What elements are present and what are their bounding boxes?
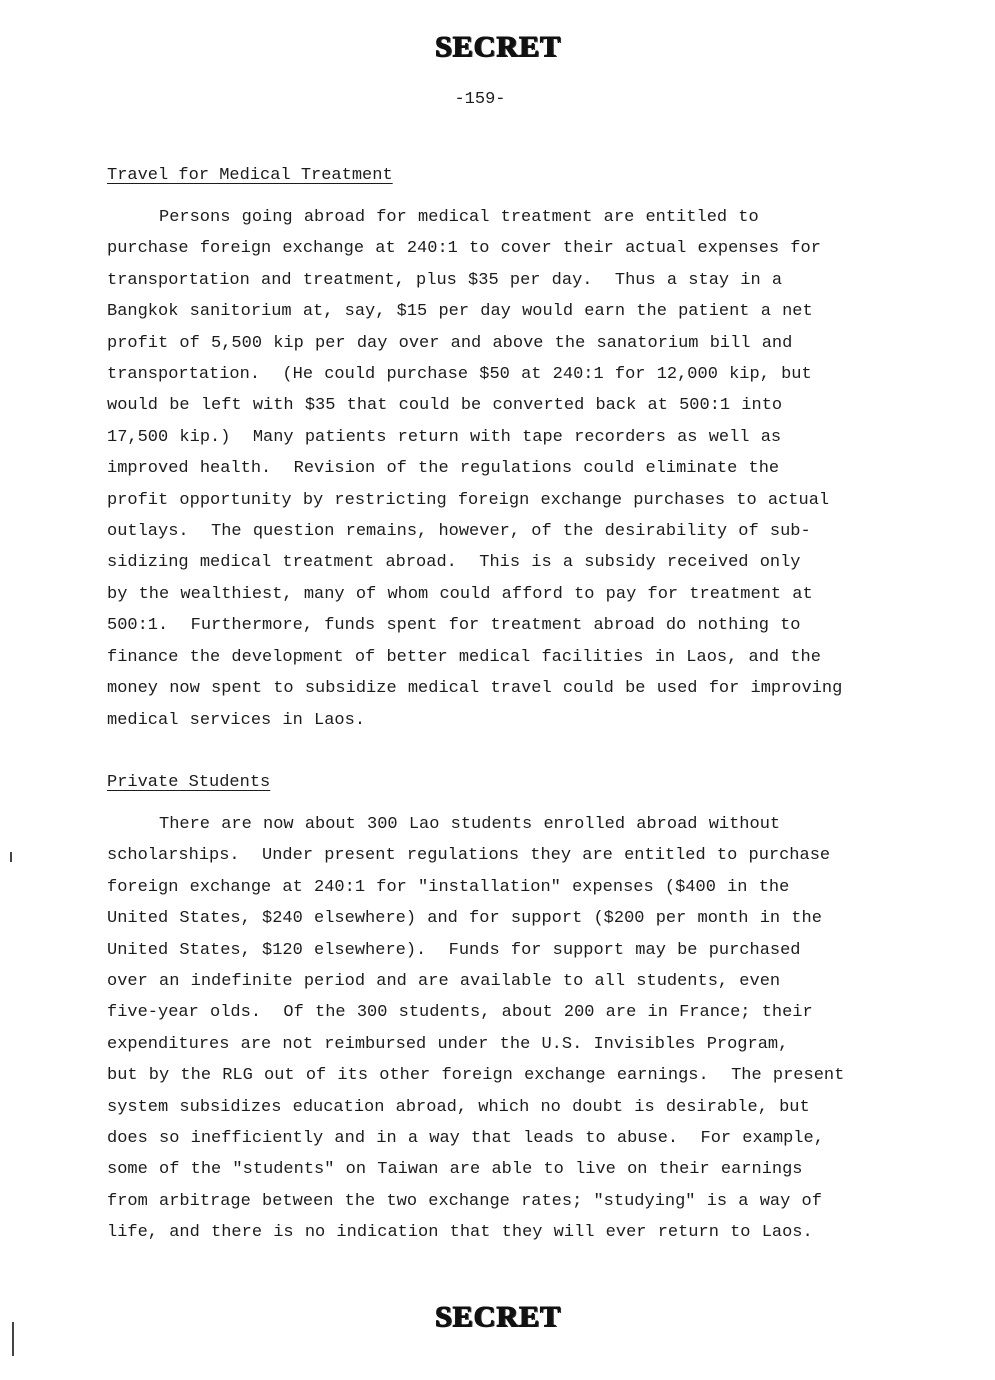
text-line: transportation and treatment, plus $35 per day. Thus a stay in a xyxy=(107,270,783,290)
text-line: profit of 5,500 kip per day over and above the sanatorium bill and xyxy=(107,333,793,353)
text-line: but by the RLG out of its other foreign exchange earnings. The present xyxy=(107,1066,845,1086)
text-line: five-year olds. Of the 300 students, about 200 are in France; their xyxy=(107,1003,813,1023)
text-line: foreign exchange at 240:1 for "installation" expenses ($400 in the xyxy=(107,877,790,897)
paragraph-private-students xyxy=(107,809,852,1249)
text-line: transportation. (He could purchase $50 at 240:1 for 12,000 kip, but xyxy=(107,365,812,385)
text-line: United States, $240 elsewhere) and for support ($200 per month in the xyxy=(107,909,822,929)
section-heading-medical-travel: Travel for Medical Treatment xyxy=(107,166,393,185)
text-line: some of the "students" on Taiwan are able to live on their earnings xyxy=(107,1160,803,1180)
text-line: 500:1. Furthermore, funds spent for treatment abroad do nothing to xyxy=(107,616,801,636)
text-line: scholarships. Under present regulations they are entitled to purchase xyxy=(107,846,831,866)
text-line: would be left with $35 that could be converted back at 500:1 into xyxy=(107,396,783,416)
text-line: finance the development of better medical facilities in Laos, and the xyxy=(107,647,821,667)
text-line: does so inefficiently and in a way that leads to abuse. For example, xyxy=(107,1129,824,1149)
margin-scan-mark xyxy=(10,852,12,862)
text-line: Persons going abroad for medical treatment are entitled to xyxy=(159,208,759,227)
text-line: system subsidizes education abroad, which no doubt is desirable, but xyxy=(107,1097,810,1117)
page-number: -159- xyxy=(454,90,506,109)
classification-stamp-top: SECRET xyxy=(434,30,561,63)
text-line: Bangkok sanitorium at, say, $15 per day would earn the patient a net xyxy=(107,302,813,322)
text-line: outlays. The question remains, however, of the desirability of sub- xyxy=(107,522,811,542)
text-line: There are now about 300 Lao students enrolled abroad without xyxy=(159,815,781,834)
text-line: life, and there is no indication that they will ever return to Laos. xyxy=(107,1223,813,1243)
text-line: from arbitrage between the two exchange rates; "studying" is a way of xyxy=(107,1191,822,1211)
text-line: over an indefinite period and are available to all students, even xyxy=(107,972,781,992)
classification-stamp-bottom: SECRET xyxy=(434,1300,561,1333)
paragraph-medical-travel xyxy=(107,202,852,736)
margin-scan-mark xyxy=(12,1322,14,1356)
text-line: 17,500 kip.) Many patients return with tape recorders as well as xyxy=(107,427,782,447)
text-line: by the wealthiest, many of whom could afford to pay for treatment at xyxy=(107,584,813,604)
text-line: expenditures are not reimbursed under the U.S. Invisibles Program, xyxy=(107,1034,789,1054)
text-line: improved health. Revision of the regulations could eliminate the xyxy=(107,459,780,479)
section-heading-private-students: Private Students xyxy=(107,773,271,792)
text-line: medical services in Laos. xyxy=(107,710,366,730)
text-line: money now spent to subsidize medical travel could be used for improving xyxy=(107,679,843,699)
text-line: purchase foreign exchange at 240:1 to cover their actual expenses for xyxy=(107,239,821,259)
text-line: sidizing medical treatment abroad. This is a subsidy received only xyxy=(107,553,801,573)
text-line: United States, $120 elsewhere). Funds for support may be purchased xyxy=(107,940,801,960)
text-line: profit opportunity by restricting foreign exchange purchases to actual xyxy=(107,490,830,510)
